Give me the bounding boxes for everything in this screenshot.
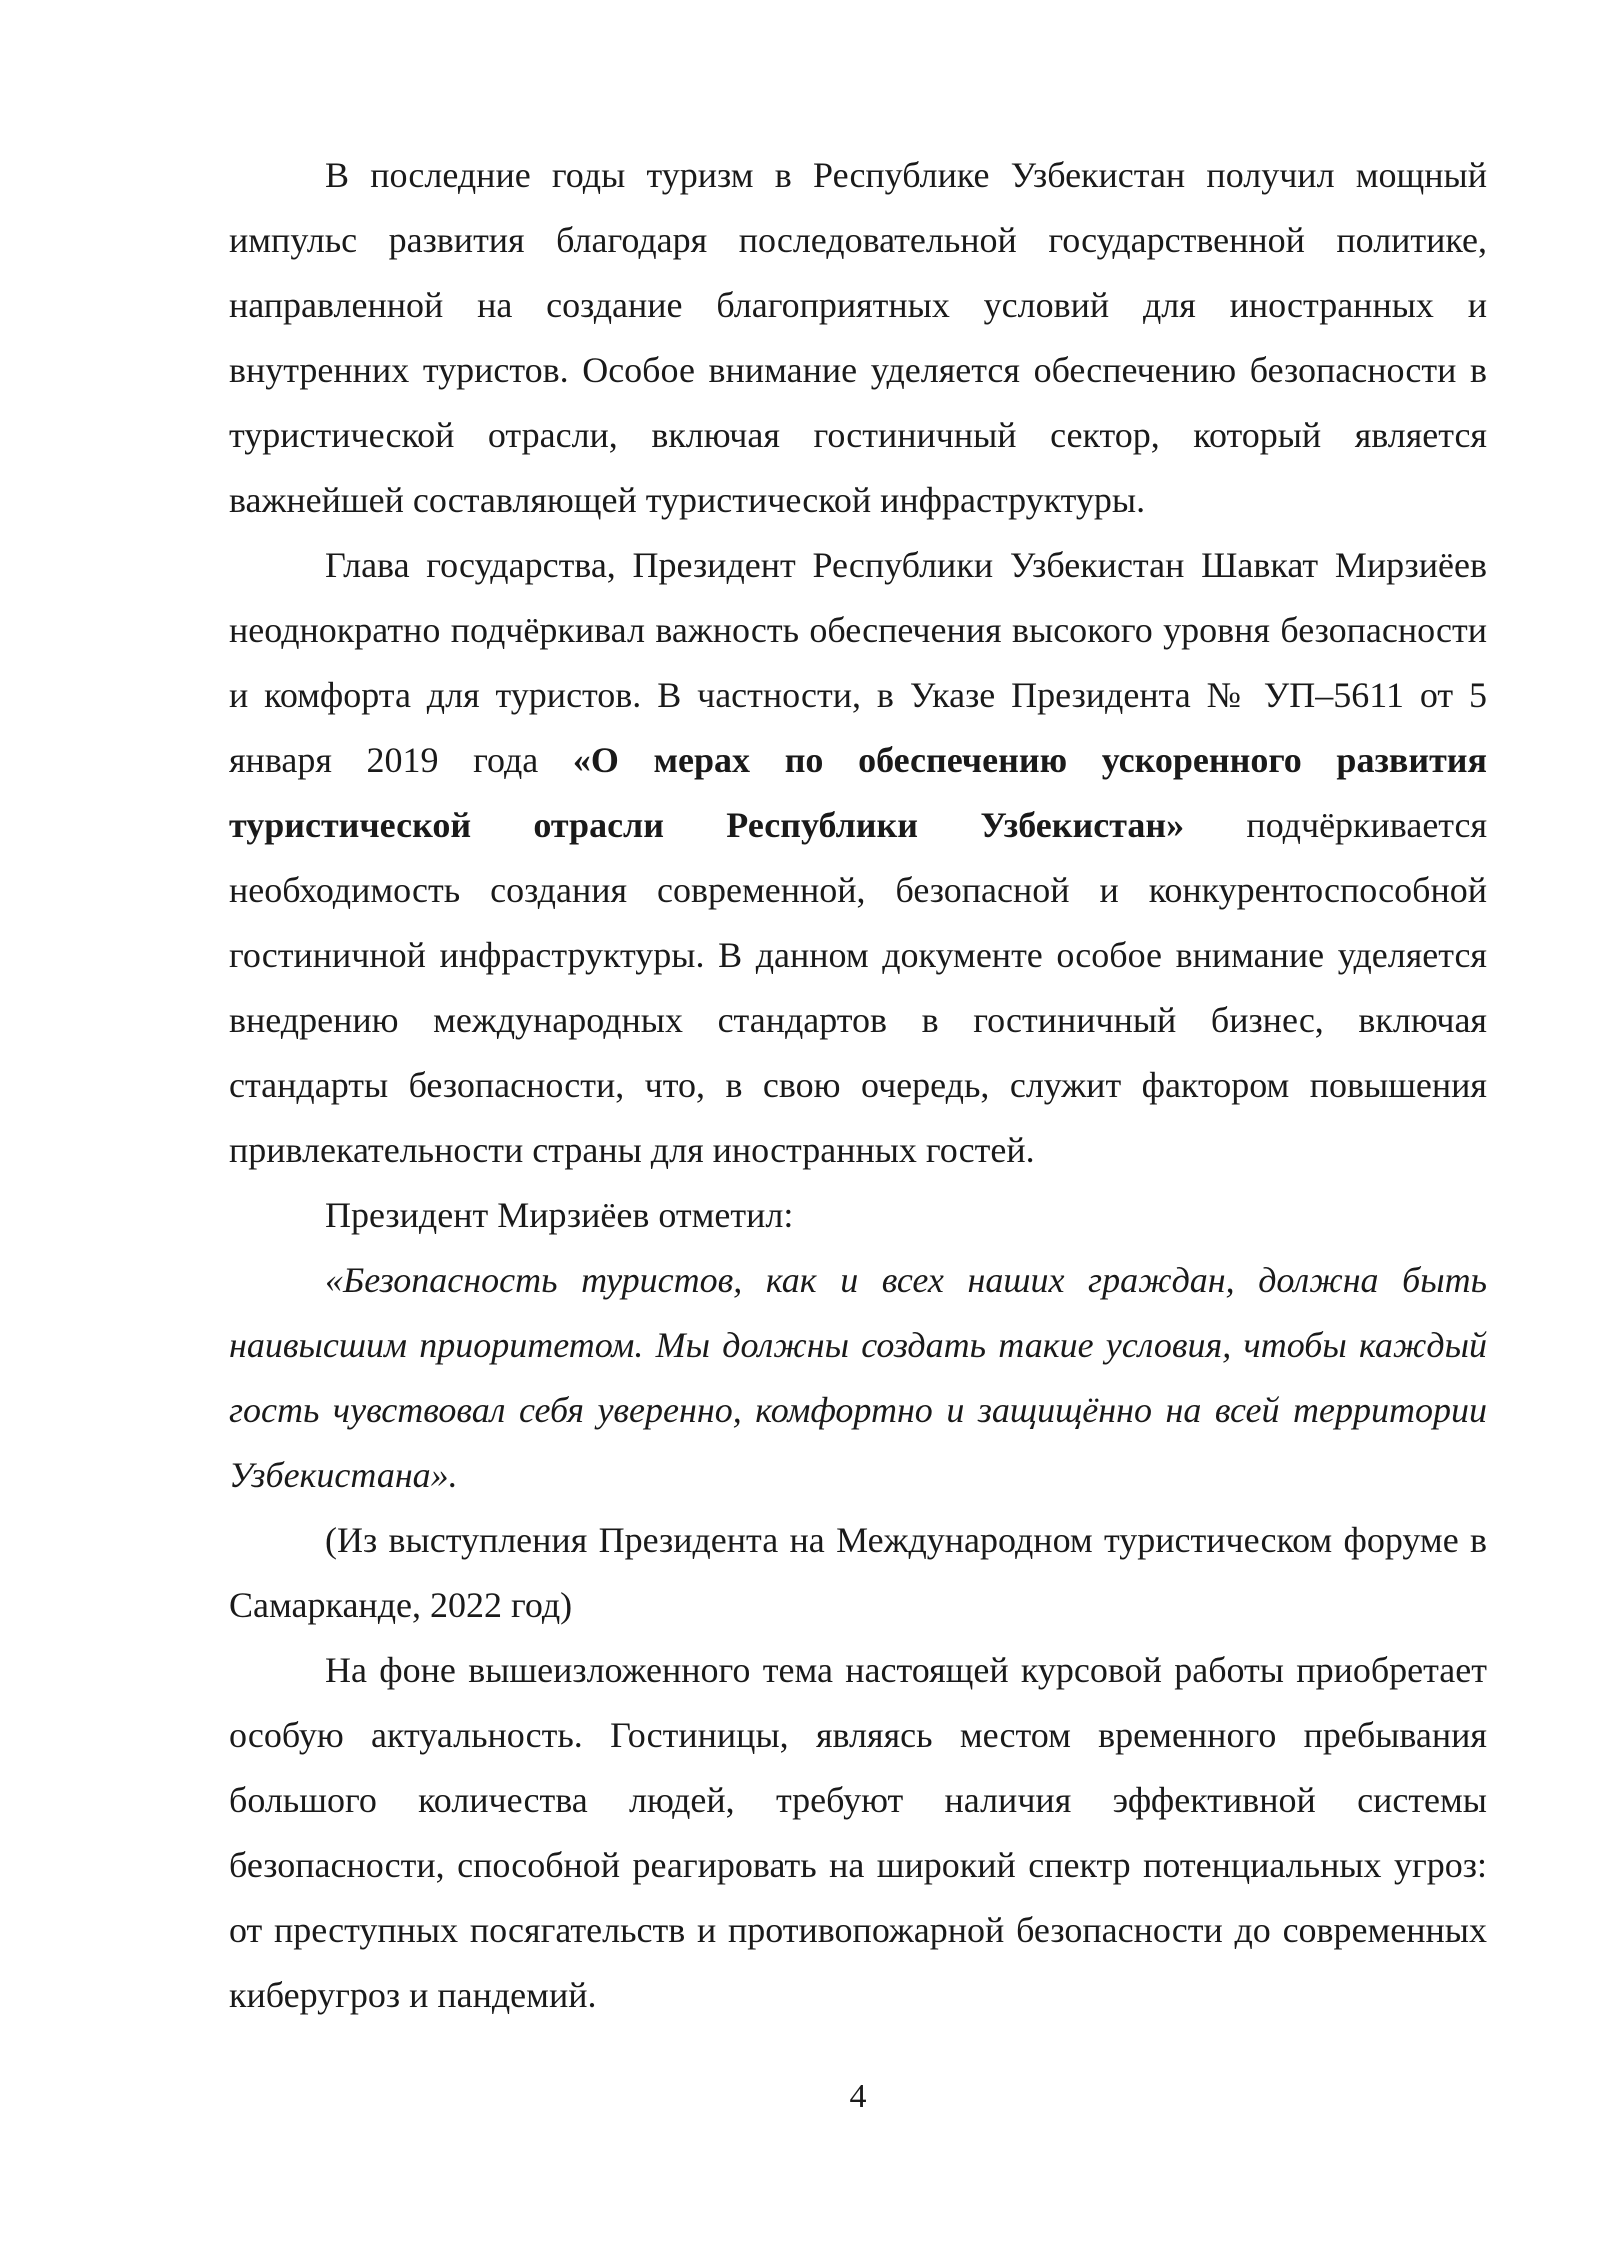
document-body	[229, 143, 1487, 2028]
decree-title: «О мерах по обеспечению ускоренного развития туристической отрасли Республики Узбекистан»	[229, 740, 1487, 845]
decree-text-before: Глава государства, Президент Республики Узбекистан Шавкат Мирзиёев неоднократно подчёркивал важность обеспечения высокого уровня безопасности и комфорта для туристов. В частности, в Указе Президента № УП–5611 от 5 января 2019 года	[229, 545, 1487, 780]
page-number: 4	[849, 2078, 867, 2115]
paragraph-quote: «Безопасность туристов, как и всех наших граждан, должна быть наивысшим приоритетом. Мы должны создать такие условия, чтобы каждый гость чувствовал себя уверенно, комфортно и защищённо на всей территории Узбекистана».	[229, 1260, 1487, 1495]
paragraph-president-decree	[229, 533, 1487, 1183]
paragraph-president-noted: Президент Мирзиёев отметил:	[325, 1195, 794, 1235]
paragraph-tourism-intro: В последние годы туризм в Республике Узбекистан получил мощный импульс развития благодаря последовательной государственной политике, направленной на создание благоприятных условий для иностранных и внутренних туристов. Особое внимание уделяется обеспечению безопасности в туристической отрасли, включая гостиничный сектор, который является важнейшей составляющей туристической инфраструктуры.	[229, 155, 1487, 520]
paragraph-quote-source: (Из выступления Президента на Международном туристическом форуме в Самарканде, 2022 год)	[229, 1520, 1487, 1625]
paragraph-relevance: На фоне вышеизложенного тема настоящей курсовой работы приобретает особую актуальность. Гостиницы, являясь местом временного пребывания большого количества людей, требуют наличия эффективной системы безопасности, способной реагировать на широкий спектр потенциальных угроз: от преступных посягательств и противопожарной безопасности до современных киберугроз и пандемий.	[229, 1650, 1487, 2015]
decree-text-after: подчёркивается необходимость создания современной, безопасной и конкурентоспособной гостиничной инфраструктуры. В данном документе особое внимание уделяется внедрению международных стандартов в гостиничный бизнес, включая стандарты безопасности, что, в свою очередь, служит фактором повышения привлекательности страны для иностранных гостей.	[229, 805, 1487, 1170]
